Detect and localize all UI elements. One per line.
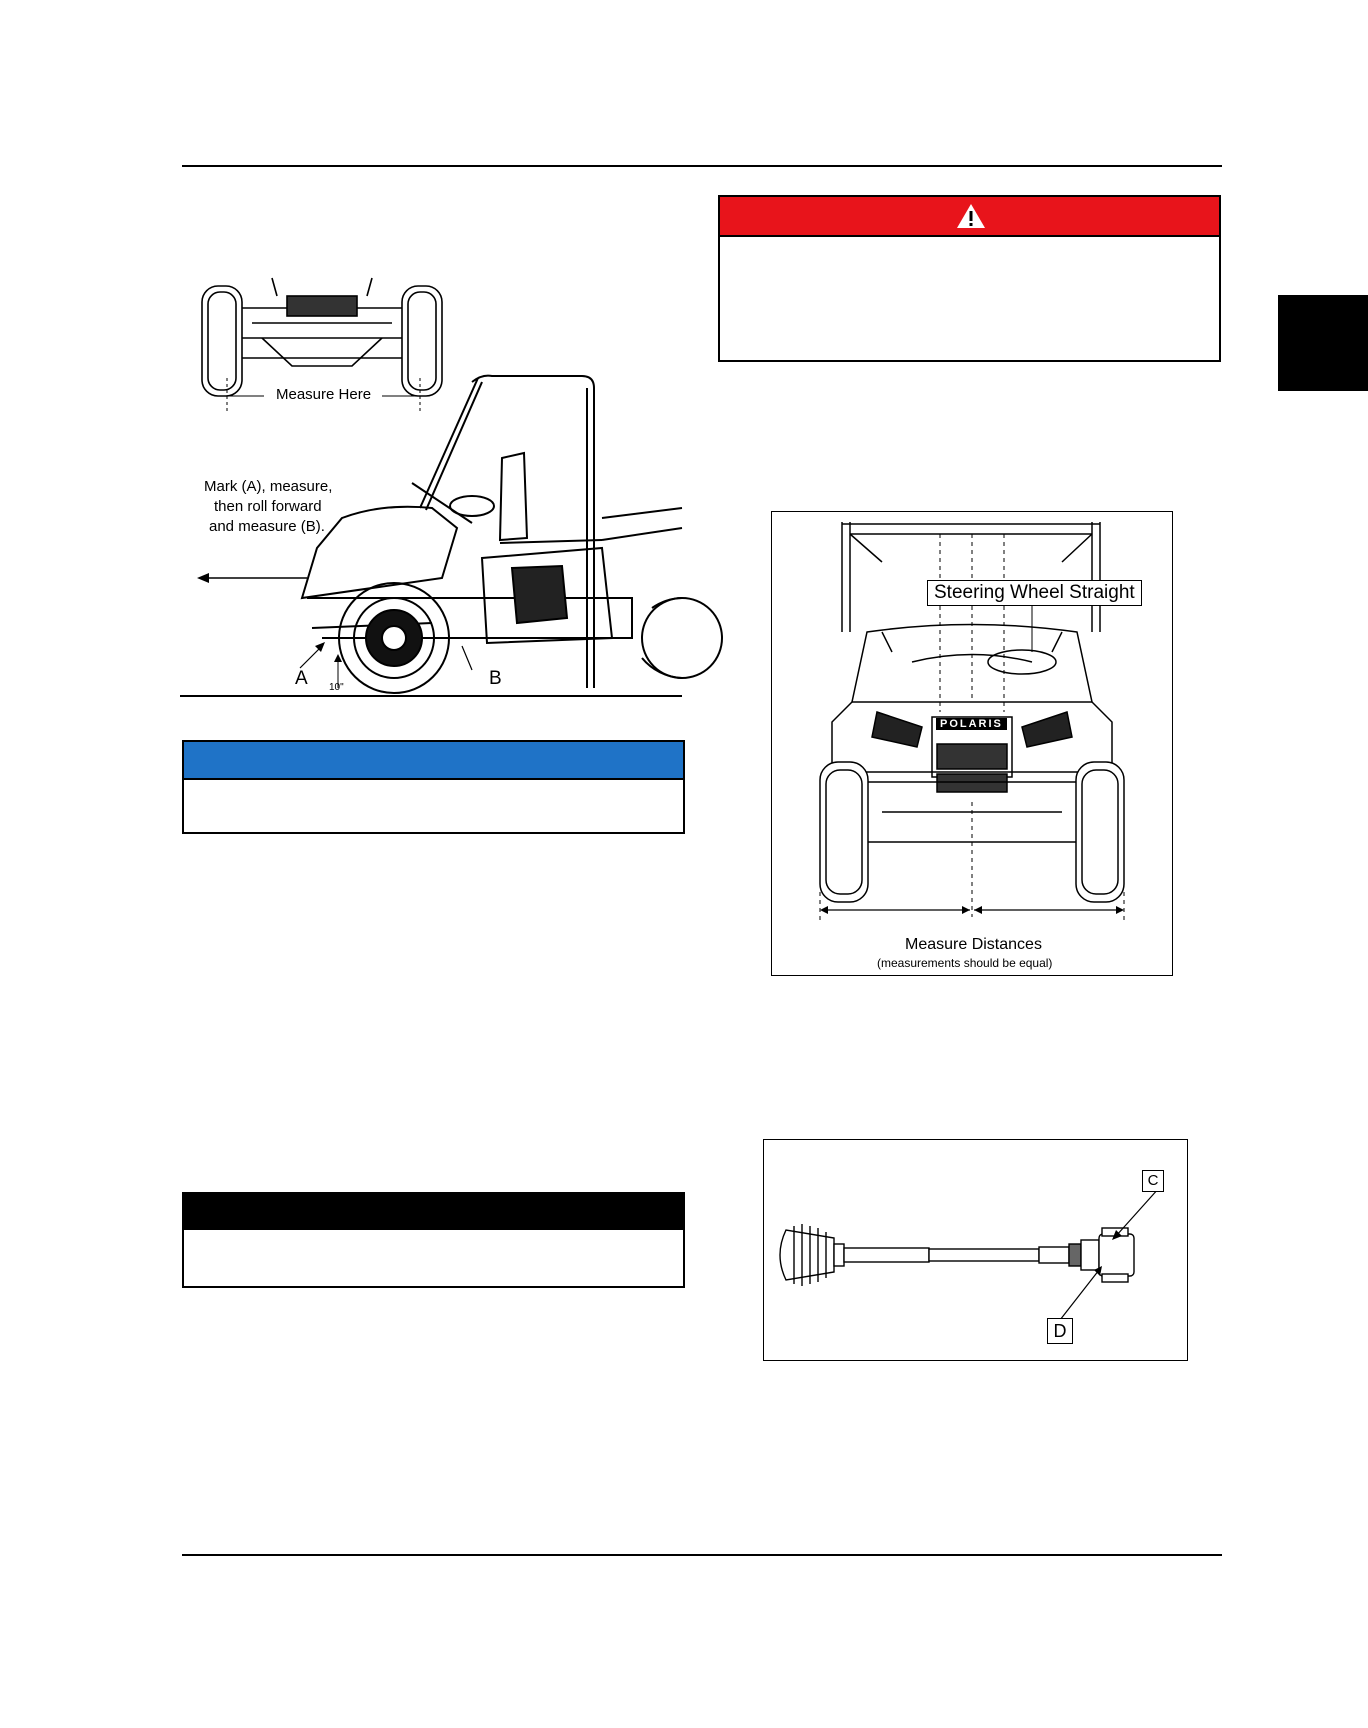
steering-callout-label: Steering Wheel Straight: [927, 580, 1142, 606]
point-a-label: A: [295, 668, 308, 689]
measure-here-label: Measure Here: [273, 386, 374, 403]
caution-box: [182, 1192, 685, 1288]
caution-header-bar: [184, 1194, 683, 1230]
header-rule: [182, 165, 1222, 167]
measure-distances-caption: Measure Distances: [905, 936, 1042, 953]
instruction-line-1: Mark (A), measure,: [204, 478, 333, 495]
notice-header-bar: [184, 742, 683, 780]
callout-c-label: C: [1142, 1170, 1164, 1192]
toe-measurement-figure: [182, 278, 682, 698]
grille-logo: POLARIS: [936, 718, 1007, 730]
height-label: 10": [329, 682, 344, 693]
chapter-tab: [1278, 295, 1368, 391]
warning-box: [718, 195, 1221, 362]
drive-shaft-illustration: [764, 1140, 1187, 1360]
instruction-line-2: then roll forward: [214, 498, 322, 515]
callout-d-label: D: [1047, 1318, 1073, 1344]
drive-shaft-figure: [763, 1139, 1188, 1361]
point-b-label: B: [489, 668, 502, 689]
measure-distances-subcaption: (measurements should be equal): [877, 956, 1053, 970]
warning-triangle-icon: [956, 203, 986, 229]
warning-header-bar: [720, 197, 1219, 237]
front-view-figure: [771, 511, 1173, 976]
instruction-line-3: and measure (B).: [209, 518, 325, 535]
footer-rule: [182, 1554, 1222, 1556]
notice-box: [182, 740, 685, 834]
